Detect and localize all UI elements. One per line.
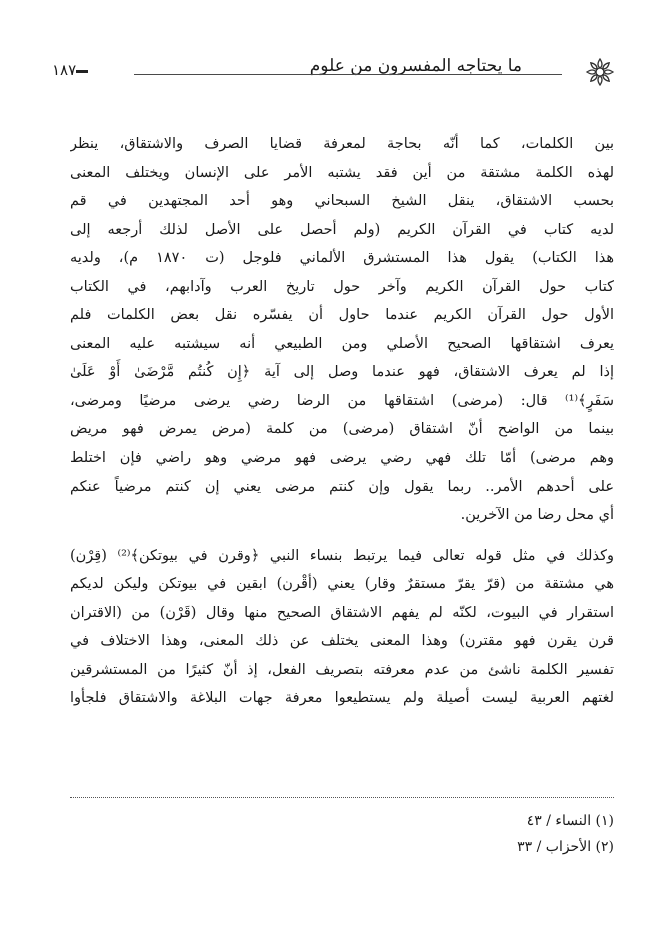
paragraph-gap <box>70 530 614 542</box>
running-title: ما يحتاجه المفسرون من علوم <box>309 56 522 76</box>
text-line: هي مشتقة من (قرّ يقرّ مستقرٌ وقار) يعني (أقْرن) ابقين في بيوتكن وليكن لديكم <box>70 576 614 593</box>
text-line: هذا الكتاب) يقول هذا المستشرق الألماني فلوجل (ت ١٨٧٠ م)، ولديه <box>70 250 614 267</box>
page-header <box>52 50 614 84</box>
text-line: لهذه الكلمة مشتقة من أين فقد يشتبه الأمر على الإنسان ويختلف المعنى <box>70 164 614 181</box>
text-line: وهم مرضى) أمّا تلك فهي رضي يرضى فهو مرضي وهو راضي فإن اختلط <box>70 450 614 467</box>
footnotes <box>70 808 614 860</box>
text-line: لديه كتاب في القرآن الكريم (ولم أحصل على الأصل لذلك أرجعه إلى <box>70 221 614 238</box>
text-line: الأول حول القرآن الكريم عندما حاول أن يفسّره نقل بعض الكلمات فلم <box>70 307 614 324</box>
text-line: قرن يقرن فهو مقترن) وهذا المعنى يختلف عن ذلك المعنى، وهذا الاختلاف في <box>70 633 614 650</box>
paragraph-1 <box>70 130 614 530</box>
page-number: ١٨٧ <box>52 61 77 79</box>
text-line: وكذلك في مثل قوله تعالى فيما يرتبط بنساء النبي ﴿وقرن في بيوتكن﴾⁽²⁾ (قِرْن) <box>70 547 614 564</box>
footnote-separator <box>70 797 614 798</box>
text-line: سَفَرٍ﴾⁽¹⁾ قال: (مرضى) اشتقاقها من الرضا رضي يرضى مرضيًا ومرضى، <box>70 392 614 409</box>
floral-ornament-icon <box>584 56 616 88</box>
text-line: كتاب حول القرآن الكريم وآخر حول تاريخ العرب وآدابهم، في الكتاب <box>70 278 614 295</box>
footnote-1: (١) النساء / ٤٣ <box>526 813 614 829</box>
text-line: بينما من الواضح أنّ اشتقاق (مرضى) من كلمة (مرض يمرض فهو مريض <box>70 421 614 438</box>
text-line: بحسب الاشتقاق، ينقل الشيخ السبحاني وهو أحد المجتهدين في قم <box>70 193 614 210</box>
text-line: أي محل رضا من الآخرين. <box>460 507 614 524</box>
text-line: بين الكلمات، كما أنّه بحاجة لمعرفة قضايا الصرف والاشتقاق، ينظر <box>70 136 614 152</box>
text-line: يعرف اشتقاقها الصحيح الأصلي ومن الطبيعي أنه سيشتبه عليه المعنى <box>70 335 614 352</box>
text-line: على أحدهم الأمر.. ربما يقول وإن كنتم مرضى يعني إن كنتم مرضياً عنكم <box>70 478 614 495</box>
paragraph-2 <box>70 542 614 713</box>
header-rule <box>134 74 562 75</box>
text-line: تفسير الكلمة ناشئ من عدم معرفته بتصريف الفعل، إذ أنّ كثيرًا من المستشرقين <box>70 661 614 678</box>
footnote-2: (٢) الأحزاب / ٣٣ <box>517 839 614 855</box>
page-number-dash <box>76 70 88 73</box>
text-line: إذا لم يعرف الاشتقاق، فهو عندما وصل إلى آية ﴿إِن كُنتُم مَّرْضَىٰ أَوْ عَلَىٰ <box>70 364 614 381</box>
page-number-container <box>52 61 94 79</box>
main-text <box>70 130 614 713</box>
text-line: لغتهم العربية ليست أصيلة ولم يستطيعوا معرفة جهات البلاغة والاشتقاق فلجأوا <box>70 690 614 707</box>
text-line: استقرار في البيوت، لكنّه لم يفهم الاشتقاق الصحيح منها وقال (قَرْن) من (الاقتران <box>70 604 614 621</box>
